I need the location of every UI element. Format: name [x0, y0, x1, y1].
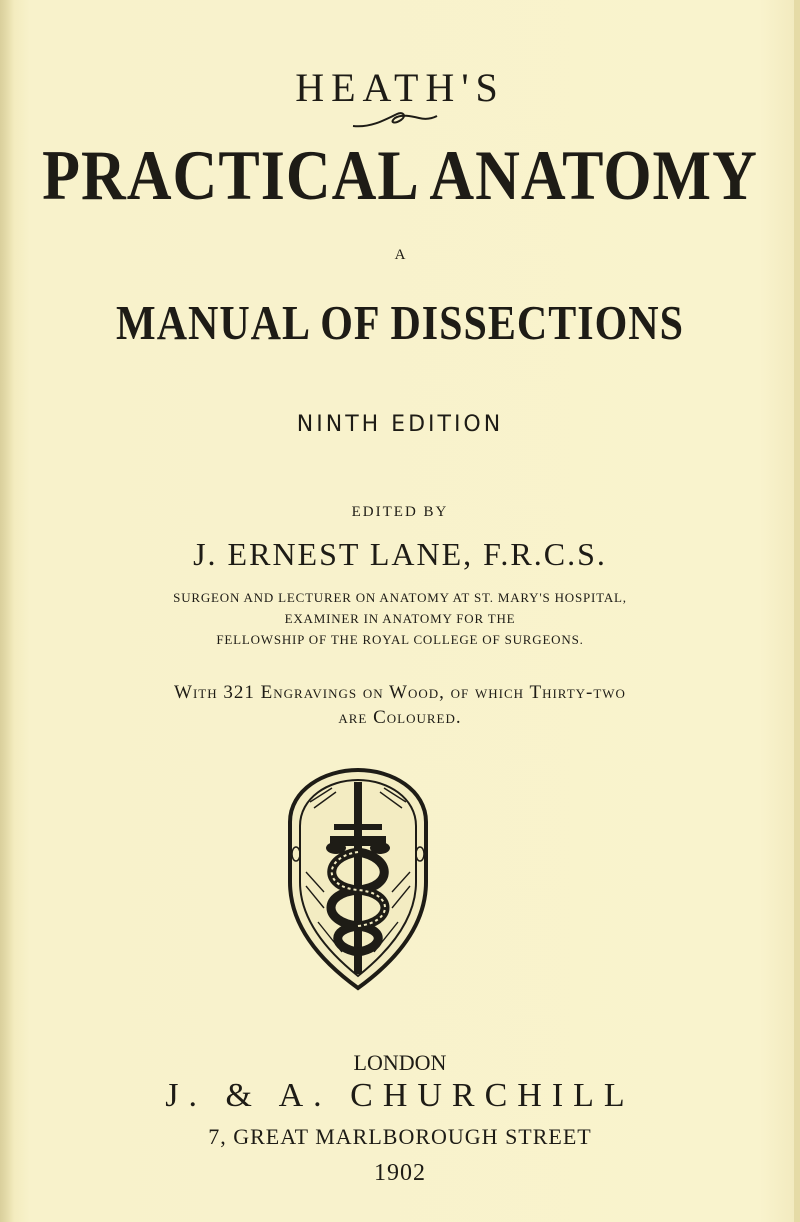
- author-heading: HEATH'S: [295, 65, 505, 110]
- edited-by-label: EDITED BY: [351, 504, 449, 520]
- illustrations-note-line-2: are Coloured.: [338, 707, 462, 728]
- book-subtitle: MANUAL OF DISSECTIONS: [116, 297, 684, 351]
- caduceus-shield-emblem-icon: [284, 762, 432, 994]
- editor-credential-line: EXAMINER IN ANATOMY FOR THE: [284, 611, 516, 626]
- editor-credential-line: FELLOWSHIP OF THE ROYAL COLLEGE OF SURGEONS.: [216, 632, 584, 647]
- editor-name: J. ERNEST LANE, F.R.C.S.: [193, 536, 607, 572]
- book-title: PRACTICAL ANATOMY: [42, 136, 758, 216]
- subtitle-article: A: [394, 247, 406, 263]
- imprint-place: LONDON: [353, 1050, 447, 1075]
- editor-credential-line: SURGEON AND LECTURER ON ANATOMY AT ST. MARY'S HOSPITAL,: [173, 590, 627, 605]
- edition-label: NINTH EDITION: [296, 412, 504, 437]
- illustrations-note-line-1: With 321 Engravings on Wood, of which Thirty-two: [174, 682, 626, 703]
- imprint-year: 1902: [374, 1160, 426, 1186]
- imprint-address: 7, GREAT MARLBOROUGH STREET: [208, 1124, 592, 1149]
- imprint-publisher: J. & A. CHURCHILL: [165, 1077, 635, 1114]
- flourish-ornament-icon: [345, 110, 455, 132]
